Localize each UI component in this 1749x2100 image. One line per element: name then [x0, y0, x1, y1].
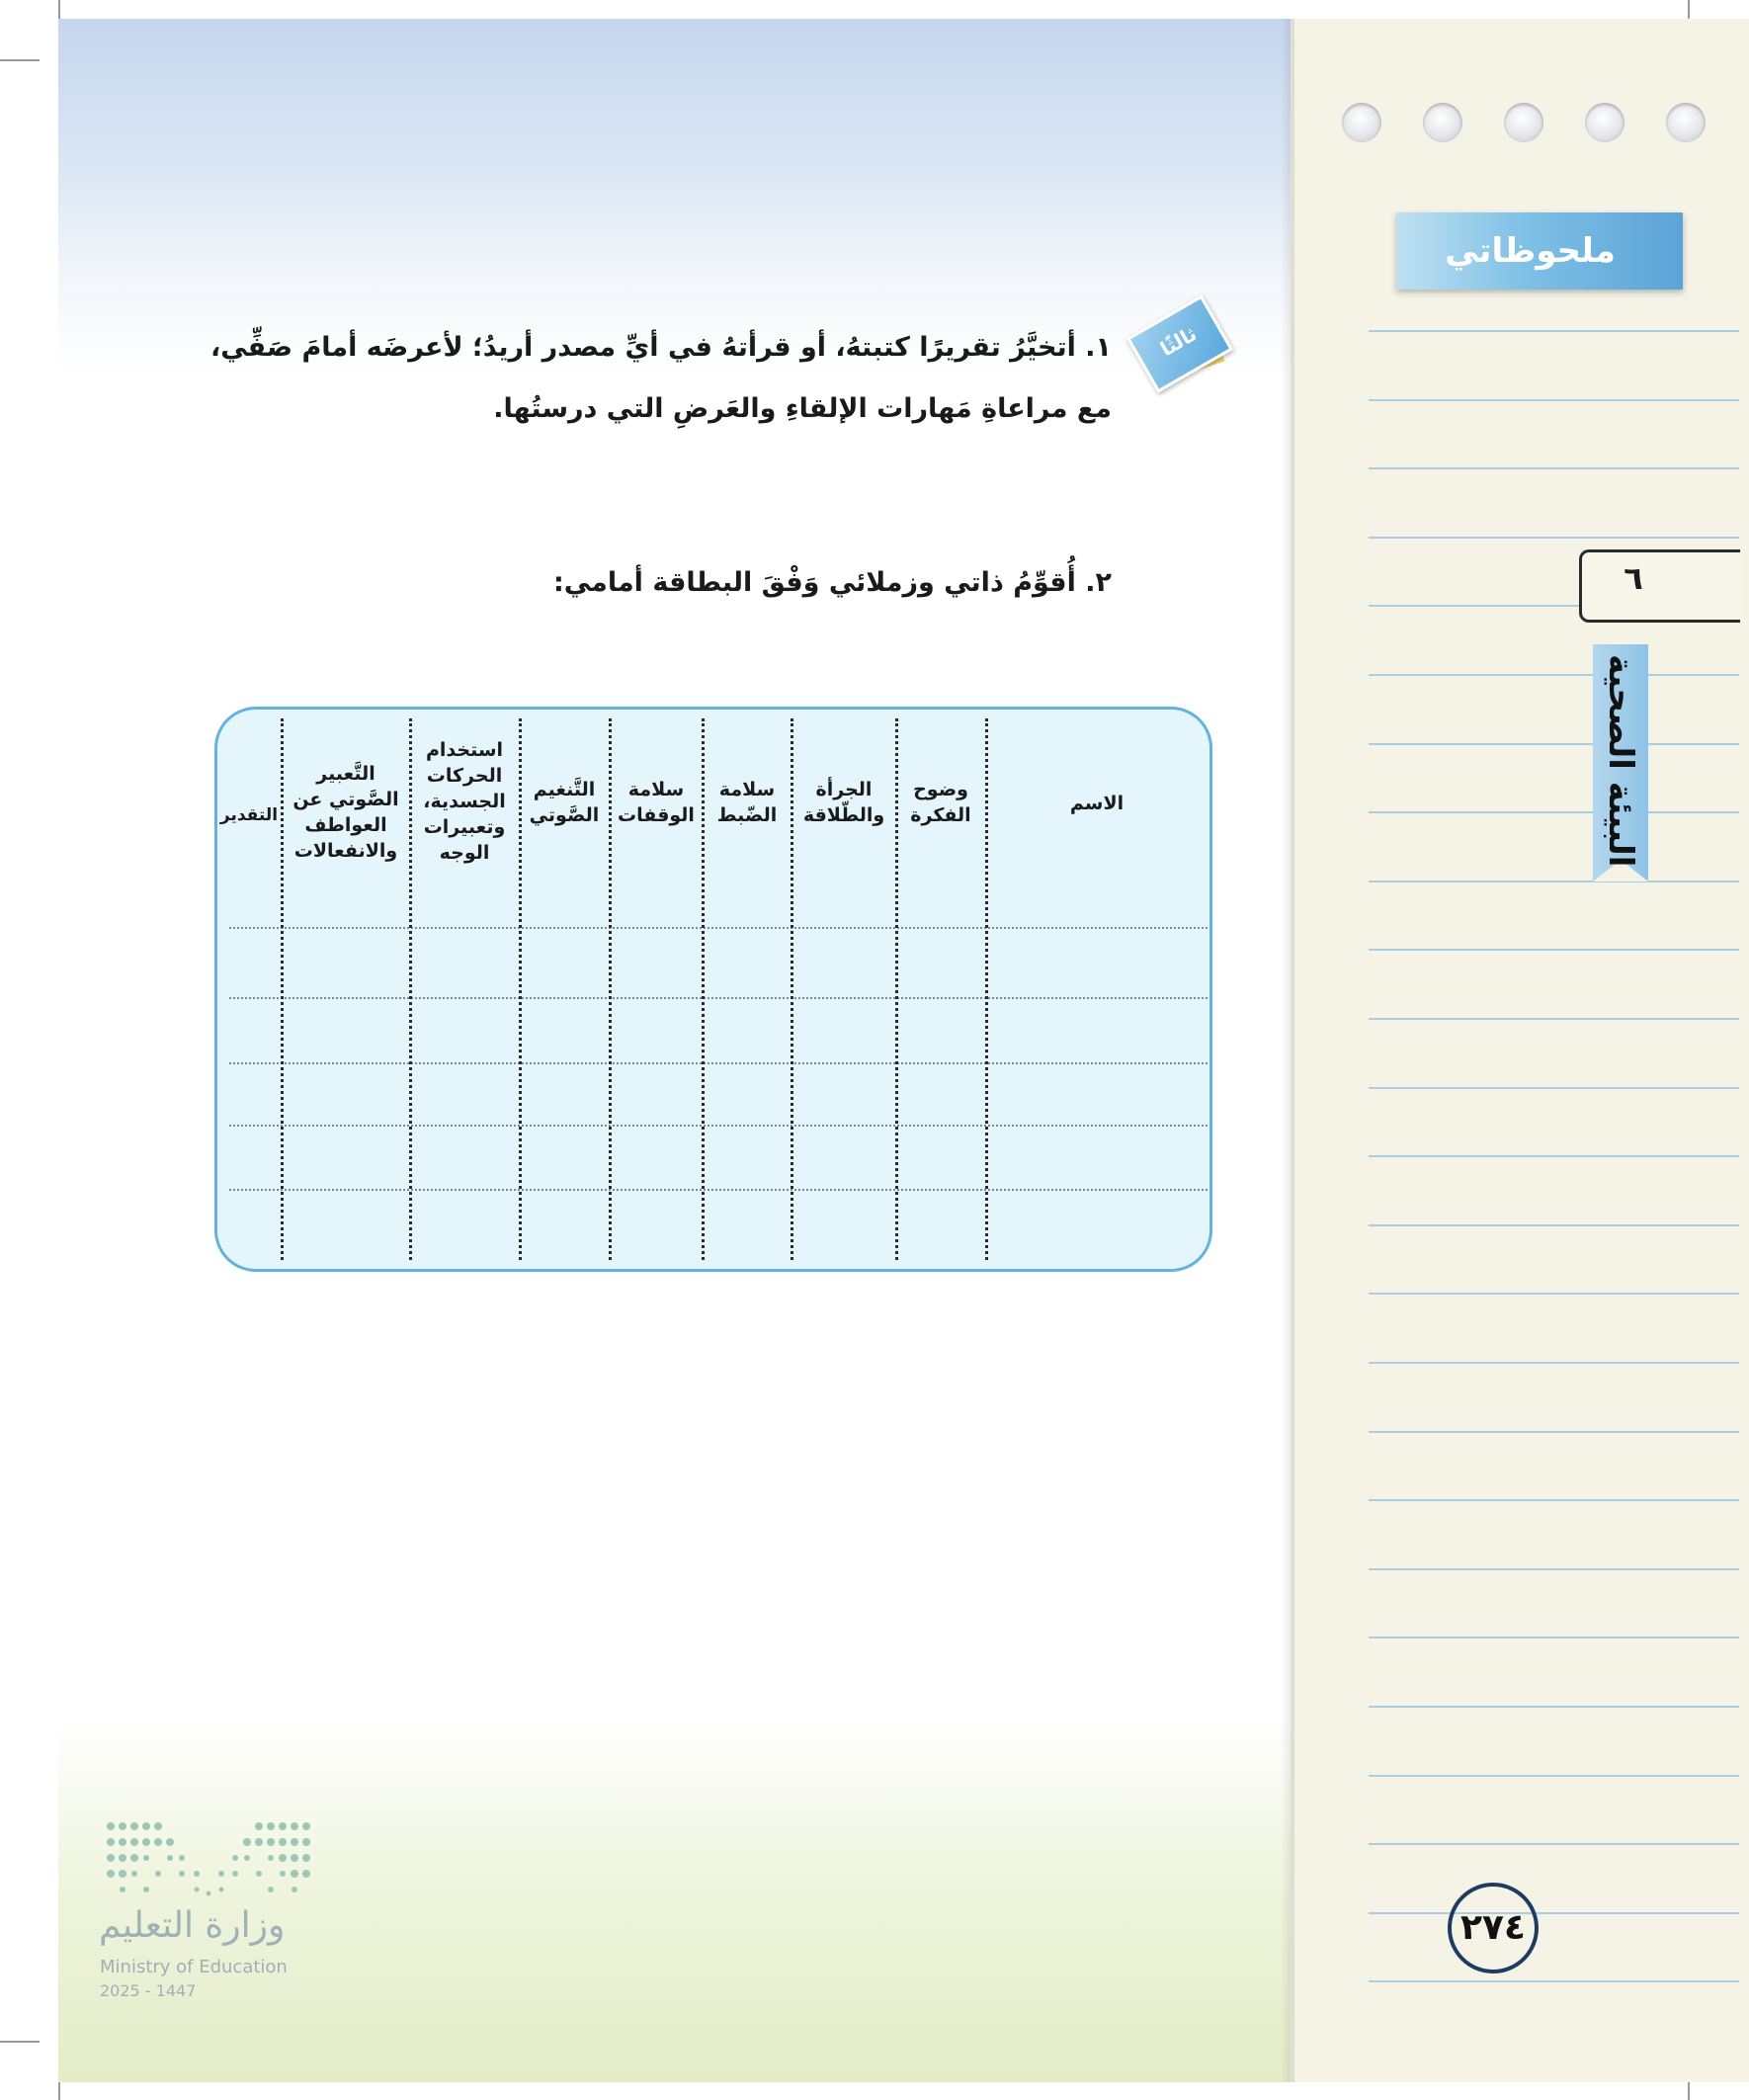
table-row-divider — [229, 1189, 1208, 1191]
notes-rule-line — [1369, 330, 1739, 332]
crop-mark — [0, 2041, 40, 2043]
binder-hole-icon — [1423, 103, 1462, 142]
notes-rule-line — [1369, 1706, 1739, 1708]
header-gestures: استخدام الحركات الجسدية، وتعبيرات الوجه — [423, 739, 506, 864]
table-row-divider — [229, 927, 1208, 929]
header-name: الاسم — [1069, 793, 1124, 814]
notes-rule-line — [1369, 1087, 1739, 1089]
notes-rule-line — [1369, 1843, 1739, 1845]
notes-rule-line — [1369, 1018, 1739, 1020]
notes-panel-edge — [1281, 19, 1294, 2082]
unit-number: ٦ — [1624, 559, 1643, 597]
notes-rule-line — [1369, 1155, 1739, 1157]
table-column-divider — [791, 718, 793, 1260]
notes-rule-line — [1369, 674, 1739, 676]
binder-hole-icon — [1342, 103, 1381, 142]
table-column-divider — [895, 718, 898, 1260]
table-row-divider — [229, 997, 1208, 999]
ministry-name-english: Ministry of Education — [100, 1957, 288, 1977]
table-column-divider — [409, 718, 412, 1260]
notes-rule-line — [1369, 1293, 1739, 1295]
header-clarity: وضوح الفكرة — [910, 779, 971, 826]
binder-hole-icon — [1504, 103, 1543, 142]
section-badge: ثالثًا — [1126, 294, 1233, 392]
notes-panel — [1291, 19, 1749, 2082]
notes-rule-line — [1369, 399, 1739, 401]
table-column-divider — [281, 718, 284, 1260]
ministry-name-arabic: وزارة التعليم — [99, 1905, 286, 1946]
question-1-line-1: ١. أتخيَّرُ تقريرًا كتبتهُ، أو قرأتهُ في أيِّ مصدر أريدُ؛ لأعرضَه أمامَ صَفِّي، — [209, 332, 1112, 363]
table-row-divider — [229, 1062, 1208, 1064]
notes-rule-line — [1369, 1912, 1739, 1914]
header-tone: التَّنغيم الصَّوتي — [529, 779, 600, 826]
notes-rule-line — [1369, 1362, 1739, 1364]
header-grade: التقدير — [219, 805, 279, 825]
crop-mark — [0, 59, 40, 61]
binder-hole-icon — [1585, 103, 1624, 142]
header-accuracy: سلامة الضّبط — [716, 779, 778, 826]
header-pauses: سلامة الوقفات — [618, 779, 695, 826]
table-column-divider — [609, 718, 612, 1260]
notes-rule-line — [1369, 1431, 1739, 1433]
page-number: ٢٧٤ — [1448, 1883, 1539, 1974]
notes-title-text: ملحوظاتي — [1445, 231, 1616, 271]
notes-rule-line — [1369, 1980, 1739, 1982]
table-column-divider — [702, 718, 705, 1260]
ministry-years: 2025 - 1447 — [100, 1981, 197, 2000]
header-courage: الجرأة والطّلاقة — [802, 779, 885, 826]
table-column-divider — [519, 718, 522, 1260]
notes-rule-line — [1369, 811, 1739, 813]
question-1-line-2: مع مراعاةِ مَهارات الإلقاءِ والعَرضِ التي درستُها. — [493, 393, 1112, 424]
notes-rule-line — [1369, 743, 1739, 745]
ministry-logo-icon — [103, 1818, 315, 1899]
question-2: ٢. أُقوِّمُ ذاتي وزملائي وَفْقَ البطاقة أمامي: — [552, 567, 1112, 598]
notes-rule-line — [1369, 949, 1739, 951]
notes-rule-line — [1369, 1637, 1739, 1638]
notes-rule-line — [1369, 467, 1739, 469]
notes-rule-line — [1369, 1224, 1739, 1226]
notes-rule-line — [1369, 537, 1739, 539]
notes-rule-line — [1369, 1775, 1739, 1777]
header-emotion: التَّعبير الصَّوتي عن العواطف والانفعالات — [292, 763, 399, 862]
notes-rule-line — [1369, 881, 1739, 882]
table-row-divider — [229, 1125, 1208, 1127]
binder-hole-icon — [1666, 103, 1706, 142]
unit-title: البيئة الصحية — [1601, 654, 1640, 868]
notes-rule-line — [1369, 1499, 1739, 1501]
notes-title — [1396, 212, 1683, 290]
notes-rule-line — [1369, 1568, 1739, 1570]
